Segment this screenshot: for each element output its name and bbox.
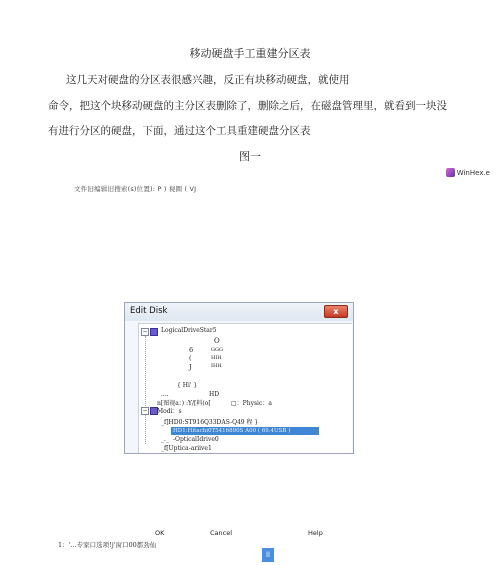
winhex-logo-icon — [446, 168, 455, 177]
tree-device-0[interactable]: _f]HD0:ST916Q33DAS-Q49 程 } — [161, 419, 259, 426]
tree-col-b-1: GGG — [211, 347, 223, 353]
close-button[interactable]: x — [324, 305, 348, 318]
app-label — [446, 168, 490, 177]
tree-root-label[interactable]: LogicalDriveStar5 — [161, 327, 217, 334]
cancel-button[interactable]: Cancel — [210, 529, 233, 537]
tree-col-b-3: IHH — [211, 363, 222, 369]
paragraph-line-3: 有进行分区的硬盘，下面，通过这个工具重建硬盘分区表 — [48, 125, 311, 137]
app-name: WinHex.e — [456, 168, 490, 177]
tree-dots: .... — [161, 391, 169, 398]
tree-hd-label: HD — [209, 391, 220, 398]
document-title: 移动硬盘手工重建分区表 — [189, 47, 311, 60]
figure-caption: 图一 — [239, 150, 261, 163]
tree-modi-label[interactable]: Modi：s — [157, 408, 182, 415]
page-marker: ll — [262, 548, 274, 562]
tree-col-b-2: HIH — [211, 355, 222, 361]
tree-o-label: O — [214, 337, 220, 345]
menu-bar-text: 文件旧编辑旧搜索(s)位置): P ) 视圈 ( VJ — [74, 185, 197, 193]
tree-device-selected[interactable]: HD1:Hitachi0T5416890S A00 ( 69.4USB ) — [171, 427, 319, 435]
edit-disk-dialog — [124, 302, 354, 454]
tree-col-a-2: ( — [189, 354, 192, 362]
dialog-titlebar[interactable] — [125, 303, 353, 321]
tree-col-a-1: 6 — [189, 346, 194, 354]
tree-guide-line — [145, 336, 146, 444]
help-button[interactable]: Help — [308, 529, 323, 537]
tree-mixed-line: n[图视a：) :Y/[料(o[ — [157, 400, 211, 407]
ok-button[interactable]: OK — [155, 529, 165, 537]
dialog-title: Edit Disk — [130, 306, 168, 316]
paragraph-line-2: 命令，把这个块移动硬盘的主分区表删除了，删除之后，在磁盘管理里，就看到一块没 — [48, 100, 447, 112]
expand-root-icon[interactable]: − — [142, 328, 148, 335]
tree-mixed-suffix: □：Physic：a — [231, 400, 272, 407]
tree-dash-prefix: _._ — [161, 436, 169, 443]
tree-col-a-3: J — [189, 363, 192, 371]
paragraph-line-1: 这几天对硬盘的分区表很感兴趣，反正有块移动硬盘，就使用 — [66, 74, 350, 86]
disk-tree[interactable] — [138, 323, 352, 454]
tree-hi-label: { Hi' } — [177, 382, 198, 389]
footnote: 1：'...专家口选项!j'窗口00都劲仙 — [58, 541, 157, 549]
tree-optical-1[interactable]: _f[Uptica-ariive1 — [161, 445, 212, 452]
expand-modi-icon[interactable]: − — [142, 407, 148, 414]
tree-optical-0[interactable]: -OpticalIdrive0 — [173, 436, 219, 443]
drive-icon — [150, 328, 158, 336]
